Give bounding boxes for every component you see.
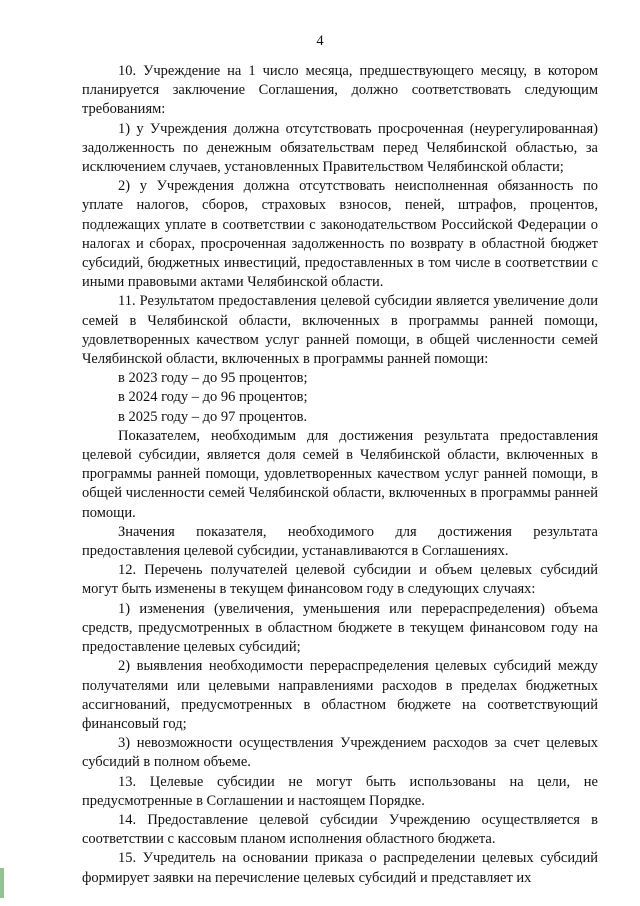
page-number: 4 [316, 33, 324, 49]
target-values-list [82, 369, 598, 427]
paragraph-12: 12. Перечень получателей целевой субсидии и объем целевых субсидий могут быть изменены в текущем финансовом году в следующих случаях: [82, 562, 598, 598]
paragraph-12-item-3: 3) невозможности осуществления Учреждением расходов за счет целевых субсидий в полном объеме. [82, 735, 598, 771]
paragraph-12-item-2: 2) выявления необходимости перераспределения целевых субсидий между получателями или целевыми направлениями расходов в пределах бюджетных ассигнований, предусмотренных в областном бюджете на соответствующий финансовый год; [82, 658, 598, 732]
paragraph-10-item-1: 1) у Учреждения должна отсутствовать просроченная (неурегулированная) задолженность по денежным обязательствам перед Челябинской областью, за исключением случаев, установленных Правительством Челябинской области; [82, 120, 598, 176]
paragraph-14: 14. Предоставление целевой субсидии Учреждению осуществляется в соответствии с кассовым планом исполнения областного бюджета. [82, 811, 598, 848]
target-value-2023: в 2023 году – до 95 процентов; [118, 370, 308, 387]
target-value-2024: в 2024 году – до 96 процентов; [118, 389, 308, 406]
target-value-2025: в 2025 году – до 97 процентов. [118, 408, 308, 425]
scan-edge-mark [0, 868, 4, 898]
paragraph-13: 13. Целевые субсидии не могут быть использованы на цели, не предусмотренные в Соглашении и настоящем Порядке. [82, 773, 598, 809]
paragraph-15: 15. Учредитель на основании приказа о распределении целевых субсидий формирует заявки на перечисление целевых субсидий и представляет их [82, 850, 598, 886]
paragraph-10-item-2: 2) у Учреждения должна отсутствовать неисполненная обязанность по уплате налогов, сборов, страховых взносов, пеней, штрафов, процентов, подлежащих уплате в соответствии с законодательством Российской Федерации о налогах и сборах, просроченная задолженность по возврату в областной бюджет субсидий, бюджетных инвестиций, предоставленных в том числе в соответствии с иными правовыми актами Челябинской области. [82, 178, 598, 291]
document-body [82, 62, 598, 888]
paragraph-11: 11. Результатом предоставления целевой субсидии является увеличение доли семей в Челябинской области, включенных в программы ранней помощи, удовлетворенных качеством услуг ранней помощи, в общей численности семей Челябинской области, включенных в программы ранней помощи: [82, 293, 598, 368]
paragraph-12-item-1: 1) изменения (увеличения, уменьшения или перераспределения) объема средств, предусмотренных в областном бюджете в текущем финансовом году на предоставление целевых субсидий; [82, 600, 598, 656]
paragraph-indicator: Показателем, необходимым для достижения результата предоставления целевой субсидии, является доля семей в Челябинской области, включенных в программы ранней помощи, удовлетворенных качеством услуг ранней помощи, в общей численности семей Челябинской области, включенных в программы ранней помощи. [82, 427, 598, 521]
paragraph-indicator-values: Значения показателя, необходимого для достижения результата предоставления целевой субсидии, устанавливаются в Соглашениях. [82, 523, 598, 560]
paragraph-10: 10. Учреждение на 1 число месяца, предшествующего месяцу, в котором планируется заключение Соглашения, должно соответствовать следующим требованиям: [82, 63, 598, 118]
